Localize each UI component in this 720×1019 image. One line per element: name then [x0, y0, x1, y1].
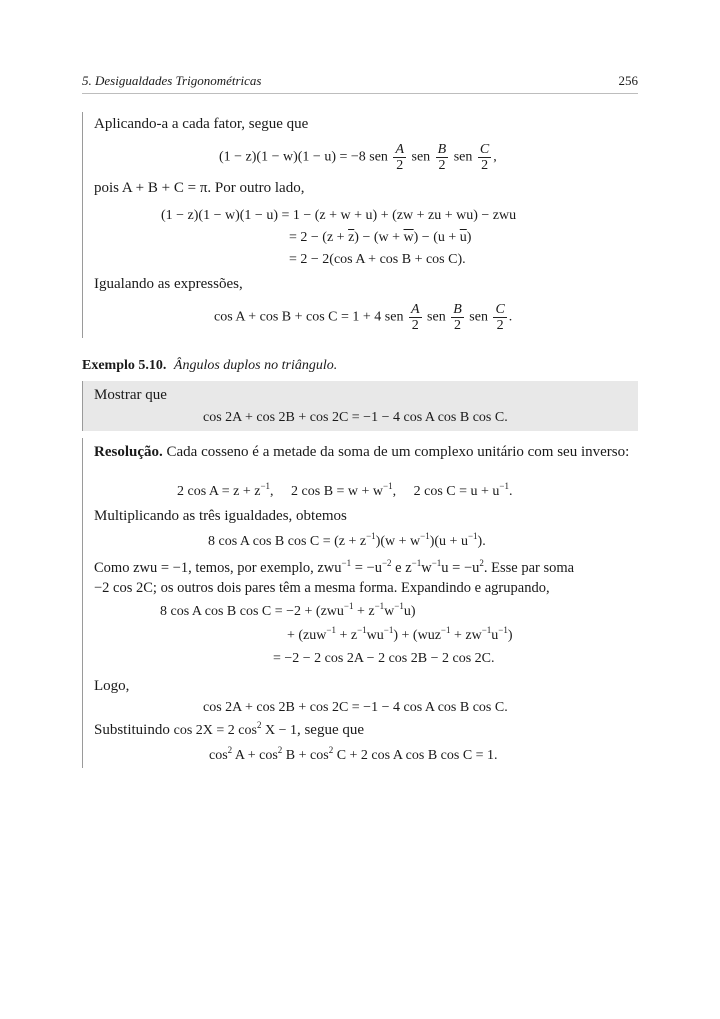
expansion-line-2: = $2 - (z + \overline{z}) - (w + \overline{w}) - (u + \overline{u})$ — [289, 230, 472, 245]
angle-sum-text: pois A + B + C = π. Por outro lado, — [94, 180, 305, 196]
como-line: Como zwu = −1, temos, por exemplo, $zwu^{-1} = -u^{-2}$ e $z^{-1}w^{-1}u = -u^2$. Esse par soma — [94, 558, 575, 576]
substitution-text: Substituindo cos 2X = 2 $\cos^2 X - 1$, segue que — [94, 720, 365, 738]
equating-text: Igualando as expressões, — [94, 276, 243, 292]
example-title — [82, 358, 337, 374]
example-statement-box — [82, 381, 638, 431]
expansion-line-1: (1 − z)(1 − w)(1 − u) = 1 − (z + w + u) + (zw + zu + wu) − zwu — [161, 208, 517, 223]
product-equation: 8 cos A cos B $\cos C = (z + z^{-1})(w + w^{-1})(u + u^{-1})$. — [208, 531, 486, 549]
multiply-text: Multiplicando as três igualdades, obtemos — [94, 508, 347, 524]
solution-intro: Resolução. Cada cosseno é a metade da soma de um complexo unitário com seu inverso: — [94, 444, 630, 460]
chapter-title: 5. Desigualdades Trigonométricas — [82, 73, 262, 88]
logo-text: Logo, — [94, 678, 130, 694]
unit-complex-equations: 2 $\cos A = z + z^{-1}$, 2 $\cos B = w + w^{-1}$, 2 $\cos C = u + u^{-1}$. — [177, 481, 513, 499]
expansion-line-3: = 2 − 2(cos A + cos B + cos C). — [289, 252, 466, 267]
example-label: Exemplo 5.10. — [82, 358, 167, 373]
statement-text: Mostrar que — [94, 387, 167, 403]
result-equation: cos 2A + cos 2B + cos 2C = −1 − 4 cos A cos B cos C. — [203, 700, 508, 715]
example-name: Ângulos duplos no triângulo. — [173, 358, 338, 373]
equation-cosine-sum: cos A + cos B + cos C = 1 + 4 sen $\frac{A}{2}$ sen $\frac{B}{2}$ sen $\frac{C}{2}$ . — [214, 302, 513, 333]
grouped-line-1: 8 cos A cos B $\cos C = -2 + (zwu^{-1} + z^{-1}w^{-1}u)$ — [160, 601, 416, 619]
solution-block — [82, 438, 638, 768]
solution-label: Resolução. — [94, 444, 163, 460]
page-number: 256 — [618, 73, 638, 88]
grouped-line-3: = −2 − 2 cos 2A − 2 cos 2B − 2 cos 2C. — [273, 651, 495, 666]
proof-intro: Aplicando-a a cada fator, segue que — [94, 116, 309, 132]
proof-continuation — [82, 112, 638, 338]
pairs-line: −2 cos 2C; os outros dois pares têm a mesma forma. Expandindo e agrupando, — [94, 580, 550, 596]
statement-equation: cos 2A + cos 2B + cos 2C = −1 − 4 cos A cos B cos C. — [203, 410, 508, 425]
running-header — [82, 73, 638, 94]
final-equation: $\cos^2 A + \cos^2 B + \cos^2 C + 2$ cos A cos B cos C = 1. — [209, 745, 498, 763]
equation-product-sines: (1 − z)(1 − w)(1 − u) = −8 sen $\frac{A}{2}$ sen $\frac{B}{2}$ sen $\frac{C}{2}$ , — [219, 142, 497, 173]
grouped-line-2: + $(zuw^{-1} + z^{-1}wu^{-1}) + (wuz^{-1} + zw^{-1}u^{-1})$ — [287, 625, 513, 643]
